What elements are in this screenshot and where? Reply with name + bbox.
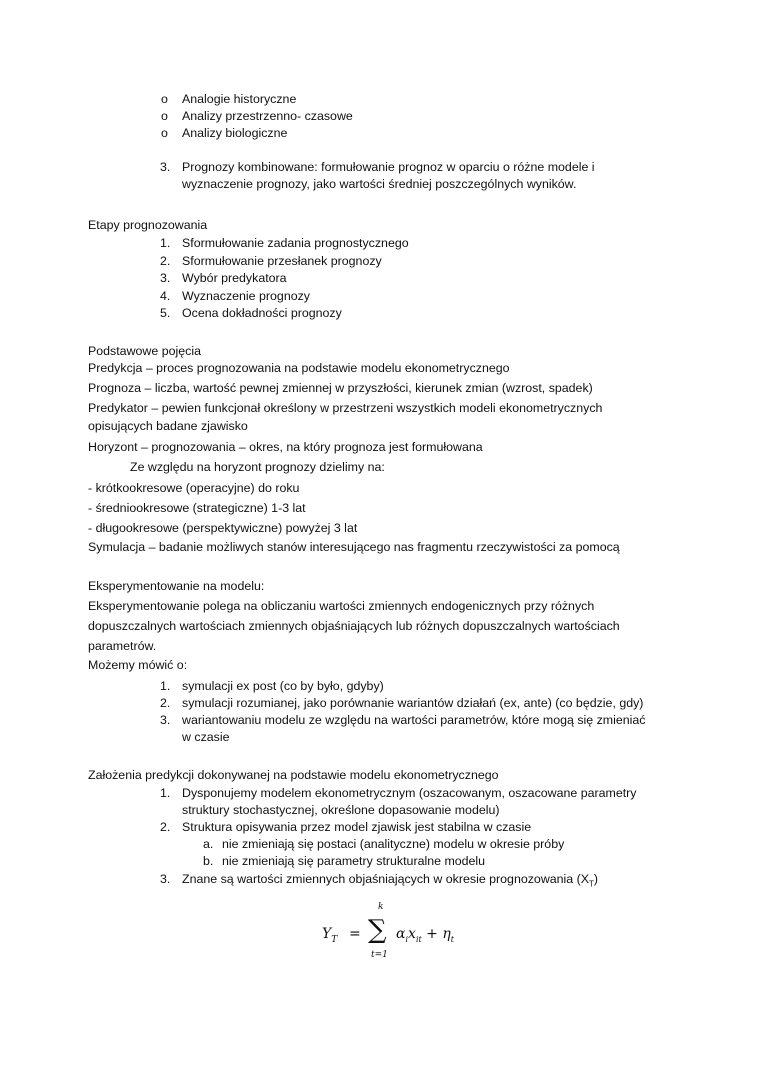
list-number: 4. (160, 289, 171, 303)
formula (318, 902, 458, 965)
paragraph-line: Możemy mówić o: (88, 658, 188, 672)
paragraph-line: opisujących badane zjawisko (88, 419, 248, 433)
list-item: Ocena dokładności prognozy (182, 306, 342, 320)
paragraph-line: Symulacja – badanie możliwych stanów interesującego nas fragmentu rzeczywistości za pomocą (88, 540, 620, 554)
sublist-letter: a. (203, 837, 214, 851)
sum-upper-limit: k (378, 902, 384, 912)
formula-term: $\alpha_ix_{it} + \eta_t$ (396, 926, 454, 944)
sublist-letter: b. (203, 854, 214, 868)
list-item-continuation: struktury stochastycznej, określone dopasowanie modelu) (182, 803, 500, 817)
formula-equals: = (349, 926, 361, 942)
list-item: wariantowaniu modelu ze względu na wartości parametrów, które mogą się zmieniać (182, 713, 646, 727)
sum-lower-limit: t=1 (371, 950, 388, 960)
section-heading: Podstawowe pojęcia (88, 344, 201, 358)
list-number: 5. (160, 306, 171, 320)
list-number: 2. (160, 820, 171, 834)
list-number: 3. (160, 713, 171, 727)
section-heading: Założenia predykcji dokonywanej na podstawie modelu ekonometrycznego (88, 768, 499, 782)
paragraph-line: Predykcja – proces prognozowania na podstawie modelu ekonometrycznego (88, 361, 510, 375)
list-item: Wybór predykatora (182, 271, 287, 285)
paragraph-line: Predykator – pewien funkcjonał określony w przestrzeni wszystkich modeli ekonometrycznych (88, 401, 603, 415)
sublist-item: nie zmieniają się parametry strukturalne modelu (222, 854, 486, 868)
paragraph-line: dopuszczalnych wartościach zmiennych objaśniających lub różnych dopuszczalnych wartościach (88, 619, 620, 633)
subscript: T (589, 879, 594, 889)
bullet-item: Analogie historyczne (182, 92, 297, 106)
list-item: Sformułowanie zadania prognostycznego (182, 236, 409, 250)
list-item: Struktura opisywania przez model zjawisk jest stabilna w czasie (182, 820, 532, 834)
list-item-continuation: w czasie (182, 730, 230, 744)
paragraph-line: Eksperymentowanie polega na obliczaniu wartości zmiennych endogenicznych przy różnych (88, 599, 595, 613)
paragraph-line: Ze względu na horyzont prognozy dzielimy na: (130, 460, 385, 474)
paragraph-line: - długookresowe (perspektywiczne) powyżej 3 lat (88, 521, 358, 535)
list-item: Sformułowanie przesłanek prognozy (182, 254, 382, 268)
sum-symbol: ∑ (368, 915, 387, 945)
paragraph-line: - średniookresowe (strategiczne) 1-3 lat (88, 501, 306, 515)
paragraph-line: Horyzont – prognozowania – okres, na który prognoza jest formułowana (88, 440, 483, 454)
closing-paren: ) (593, 872, 599, 886)
list-number: 1. (160, 786, 171, 800)
bullet-item: Analizy biologiczne (182, 126, 288, 140)
section-heading: Eksperymentowanie na modelu: (88, 579, 265, 593)
paragraph-line: Prognoza – liczba, wartość pewnej zmiennej w przyszłości, kierunek zmian (wzrost, spadek) (88, 381, 593, 395)
list-item-text: Znane są wartości zmiennych objaśniających w okresie prognozowania (X (182, 872, 590, 886)
list-number: 2. (160, 254, 171, 268)
bullet-marker: o (161, 126, 168, 140)
bullet-item: Analizy przestrzenno- czasowe (182, 109, 353, 123)
list-item: symulacji rozumianej, jako porównanie wariantów działań (ex, ante) (co będzie, gdy) (182, 696, 644, 710)
list-number: 3. (160, 160, 171, 174)
list-number: 1. (160, 679, 171, 693)
list-item: Wyznaczenie prognozy (182, 289, 310, 303)
list-number: 2. (160, 696, 171, 710)
formula-lhs: $Y_T$ (322, 926, 338, 945)
list-item: Prognozy kombinowane: formułowanie prognoz w oparciu o różne modele i (182, 160, 595, 174)
bullet-marker: o (161, 92, 168, 106)
bullet-marker: o (161, 109, 168, 123)
list-item: symulacji ex post (co by było, gdyby) (182, 679, 384, 693)
paragraph-line: parametrów. (88, 639, 157, 653)
list-item (182, 871, 598, 887)
list-item: Dysponujemy modelem ekonometrycznym (oszacowanym, oszacowane parametry (182, 786, 637, 800)
list-number: 3. (160, 271, 171, 285)
sublist-item: nie zmieniają się postaci (analityczne) modelu w okresie próby (222, 837, 565, 851)
list-number: 1. (160, 236, 171, 250)
section-heading: Etapy prognozowania (88, 218, 208, 232)
list-number: 3. (160, 872, 171, 886)
paragraph-line: - krótkookresowe (operacyjne) do roku (88, 481, 300, 495)
list-item-continuation: wyznaczenie prognozy, jako wartości średniej poszczególnych wyników. (182, 177, 577, 191)
